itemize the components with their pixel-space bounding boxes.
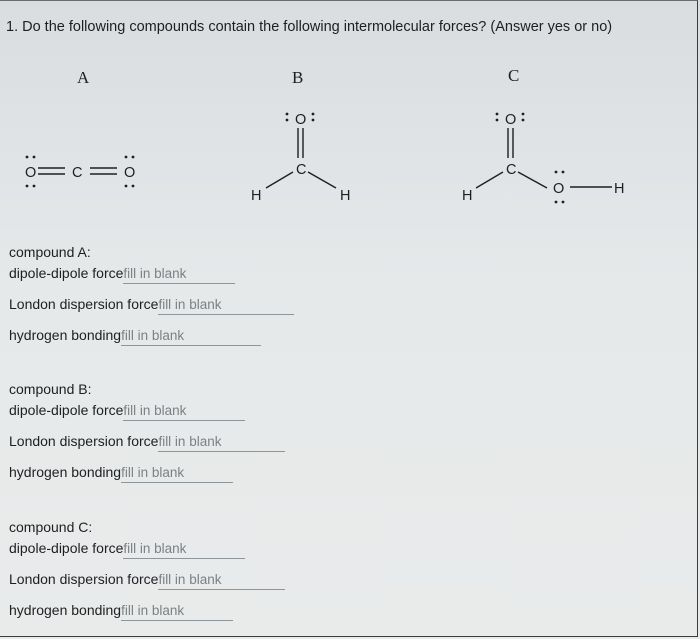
london-label: London dispersion force [9,433,159,449]
atom-c-o1: O [505,112,517,128]
question-text: 1. Do the following compounds contain the following intermolecular forces? (Answer yes or no) [6,19,613,35]
compound-a-dipole-blank[interactable]: fill in blank [123,265,235,284]
london-label: London dispersion force [9,571,159,587]
structure-a-label: A [77,68,90,87]
hbond-label: hydrogen bonding [9,464,122,480]
compound-c-dipole-row [9,537,285,568]
atom-c-h1: H [462,188,473,204]
dipole-label: dipole-dipole force [9,540,124,556]
compound-a-hbond-blank[interactable]: fill in blank [121,327,261,346]
compound-c-title: compound C: [9,519,93,535]
compound-c-hbond-row [9,599,285,630]
london-label: London dispersion force [9,296,159,312]
structure-b-label: B [292,68,304,87]
atom-b-c: C [296,162,307,178]
compound-a-hbond-row [9,324,294,355]
atom-a-o2: O [124,165,136,181]
compound-c-london-blank[interactable]: fill in blank [158,571,285,590]
hbond-label: hydrogen bonding [9,327,122,343]
compound-c-dipole-blank[interactable]: fill in blank [123,540,245,559]
compound-b-dipole-row [9,399,285,430]
compound-c-section [9,518,285,630]
compound-b-section [9,380,285,492]
dipole-label: dipole-dipole force [9,265,124,281]
hbond-label: hydrogen bonding [9,602,122,618]
compound-a-section [9,243,294,355]
atom-c-h2: H [614,181,625,197]
atom-c-c: C [506,162,517,178]
atom-c-o2: O [553,181,565,197]
atom-a-o1: O [25,165,37,181]
atom-b-h2: H [340,188,351,204]
compound-a-dipole-row [9,262,294,293]
compound-b-hbond-row [9,461,285,492]
compound-b-london-row [9,430,285,461]
compound-c-london-row [9,568,285,599]
atom-b-o: O [295,112,307,128]
compound-b-title: compound B: [9,381,92,397]
compound-a-london-blank[interactable]: fill in blank [158,296,294,315]
structure-c-label: C [508,66,520,85]
compound-c-hbond-blank[interactable]: fill in blank [121,602,233,621]
atom-a-c: C [72,165,83,181]
compound-a-title: compound A: [9,244,91,260]
dipole-label: dipole-dipole force [9,402,124,418]
compound-b-dipole-blank[interactable]: fill in blank [123,402,245,421]
compound-b-london-blank[interactable]: fill in blank [158,433,285,452]
compound-a-london-row [9,293,294,324]
compound-b-hbond-blank[interactable]: fill in blank [121,464,233,483]
atom-b-h1: H [251,188,262,204]
